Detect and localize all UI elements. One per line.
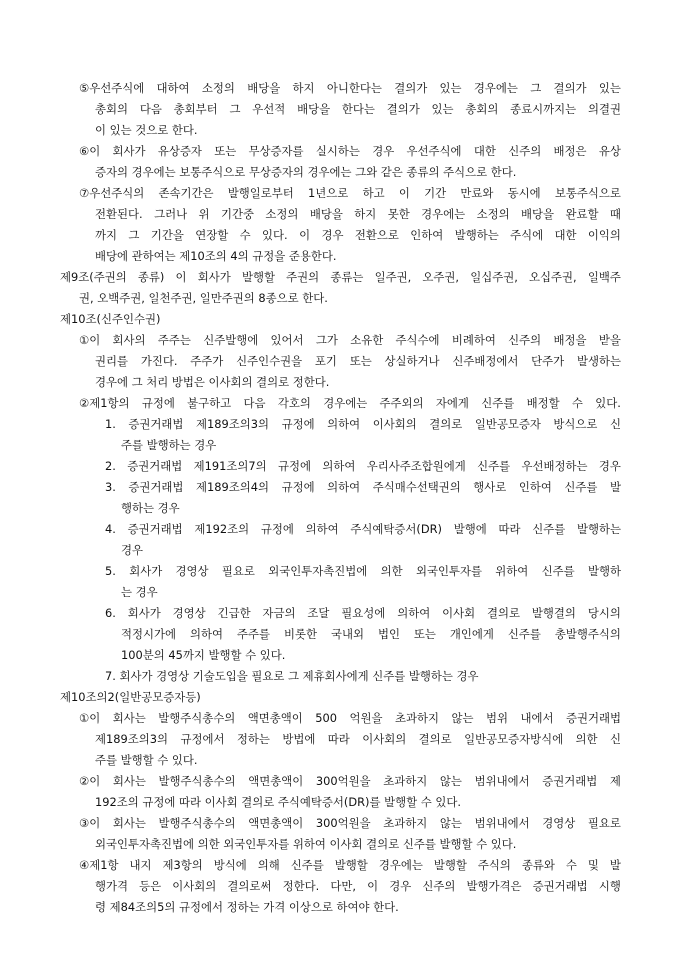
list-item: 5. 회사가 경영상 필요로 외국인투자촉진법에 의한 외국인투자를 위하여 신주를 발행하: [105, 564, 621, 578]
text-line: 행가격 등은 이사회의 결의로써 정한다. 다만, 이 경우 신주의 발행가격은 증권거래법 시행: [95, 879, 621, 893]
text-line: ①이 회사는 발행주식총수의 액면총액이 500 억원을 초과하지 않는 범위 내에서 증권거래법: [79, 711, 621, 725]
text-line: 외국인투자촉진법에 의한 외국인투자를 위하여 이사회 결의로 신주를 발행할 수 있다.: [95, 837, 517, 851]
text-line: 적정시가에 의하여 주주를 비롯한 국내외 법인 또는 개인에게 신주를 총발행주식의: [121, 627, 621, 641]
list-item: 2. 증권거래법 제191조의7의 규정에 의하여 우리사주조합원에게 신주를 우선배정하는 경우: [105, 459, 621, 473]
list-item: 4. 증권거래법 제192조의 규정에 의하여 주식예탁증서(DR) 발행에 따라 신주를 발행하는: [105, 522, 621, 536]
text-line: ⑥이 회사가 유상증자 또는 무상증자를 실시하는 경우 우선주식에 대한 신주의 배정은 유상: [79, 144, 621, 158]
text-line: ③이 회사는 발행주식총수의 액면총액이 300억원을 초과하지 않는 범위내에서 경영상 필요로: [79, 816, 621, 830]
text-line: 경우에 그 처리 방법은 이사회의 결의로 정한다.: [95, 375, 330, 389]
text-line: 100분의 45까지 발행할 수 있다.: [121, 648, 286, 662]
list-item: 6. 회사가 경영상 긴급한 자금의 조달 필요성에 의하여 이사회 결의로 발행결의 당시의: [105, 606, 621, 620]
text-line: 증자의 경우에는 보통주식으로 무상증자의 경우에는 그와 같은 종류의 주식으로 한다.: [95, 165, 517, 179]
list-item: 1. 증권거래법 제189조의3의 규정에 의하여 이사회의 결의로 일반공모증자 방식으로 신: [105, 417, 621, 431]
text-line: ⑤우선주식에 대하여 소정의 배당을 하지 아니한다는 결의가 있는 경우에는 그 결의가 있는: [79, 81, 621, 95]
list-item: 3. 증권거래법 제189조의4의 규정에 의하여 주식매수선택권의 행사로 인하여 신주를 발: [105, 480, 621, 494]
article-heading: 제10조의2(일반공모증자등): [60, 690, 201, 704]
text-line: 경우: [121, 543, 144, 557]
text-line: ②제1항의 규정에 불구하고 다음 각호의 경우에는 주주외의 자에게 신주를 배정할 수 있다.: [79, 396, 621, 410]
text-line: 전환된다. 그러나 위 기간중 소정의 배당을 하지 못한 경우에는 소정의 배당을 완료할 때: [95, 207, 621, 221]
text-line: 192조의 규정에 따라 이사회 결의로 주식예탁증서(DR)를 발행할 수 있다.: [95, 795, 461, 809]
text-line: 총회의 다음 총회부터 그 우선적 배당을 한다는 결의가 있는 총회의 종료시까지는 의결권: [95, 102, 621, 116]
text-line: 는 경우: [121, 585, 158, 599]
text-line: 제189조의3의 규정에서 정하는 방법에 따라 이사회의 결의로 일반공모증자방식에 의한 신: [95, 732, 621, 746]
text-line: 주를 발행하는 경우: [121, 438, 217, 452]
text-line: 행하는 경우: [121, 501, 180, 515]
text-line: 령 제84조의5의 규정에서 정하는 가격 이상으로 하여야 한다.: [95, 900, 399, 914]
text-line: ①이 회사의 주주는 신주발행에 있어서 그가 소유한 주식수에 비례하여 신주의 배정을 받을: [79, 333, 621, 347]
list-item: 7. 회사가 경영상 기술도입을 필요로 그 제휴회사에게 신주를 발행하는 경우: [105, 669, 479, 683]
text-line: ⑦우선주식의 존속기간은 발행일로부터 1년으로 하고 이 기간 만료와 동시에 보통주식으로: [79, 186, 621, 200]
text-line: ④제1항 내지 제3항의 방식에 의해 신주를 발행할 경우에는 발행할 주식의 종류와 수 및 발: [79, 858, 621, 872]
text-line: 까지 그 기간을 연장할 수 있다. 이 경우 전환으로 인하여 발행하는 주식에 대한 이익의: [95, 228, 621, 242]
article-heading: 제10조(신주인수권): [60, 312, 161, 326]
article-heading: 제9조(주권의 종류) 이 회사가 발행할 주권의 종류는 일주권, 오주권, 일십주권, 오십주권, 일백주: [60, 270, 621, 284]
text-line: 배당에 관하여는 제10조의 4의 규정을 준용한다.: [95, 249, 337, 263]
text-line: 권리를 가진다. 주주가 신주인수권을 포기 또는 상실하거나 신주배정에서 단주가 발생하는: [95, 354, 621, 368]
text-line: 이 있는 것으로 한다.: [95, 123, 198, 137]
text-line: 권, 오백주권, 일천주권, 일만주권의 8종으로 한다.: [79, 291, 328, 305]
text-line: 주를 발행할 수 있다.: [95, 753, 198, 767]
text-line: ②이 회사는 발행주식총수의 액면총액이 300억원을 초과하지 않는 범위내에서 증권거래법 제: [79, 774, 621, 788]
